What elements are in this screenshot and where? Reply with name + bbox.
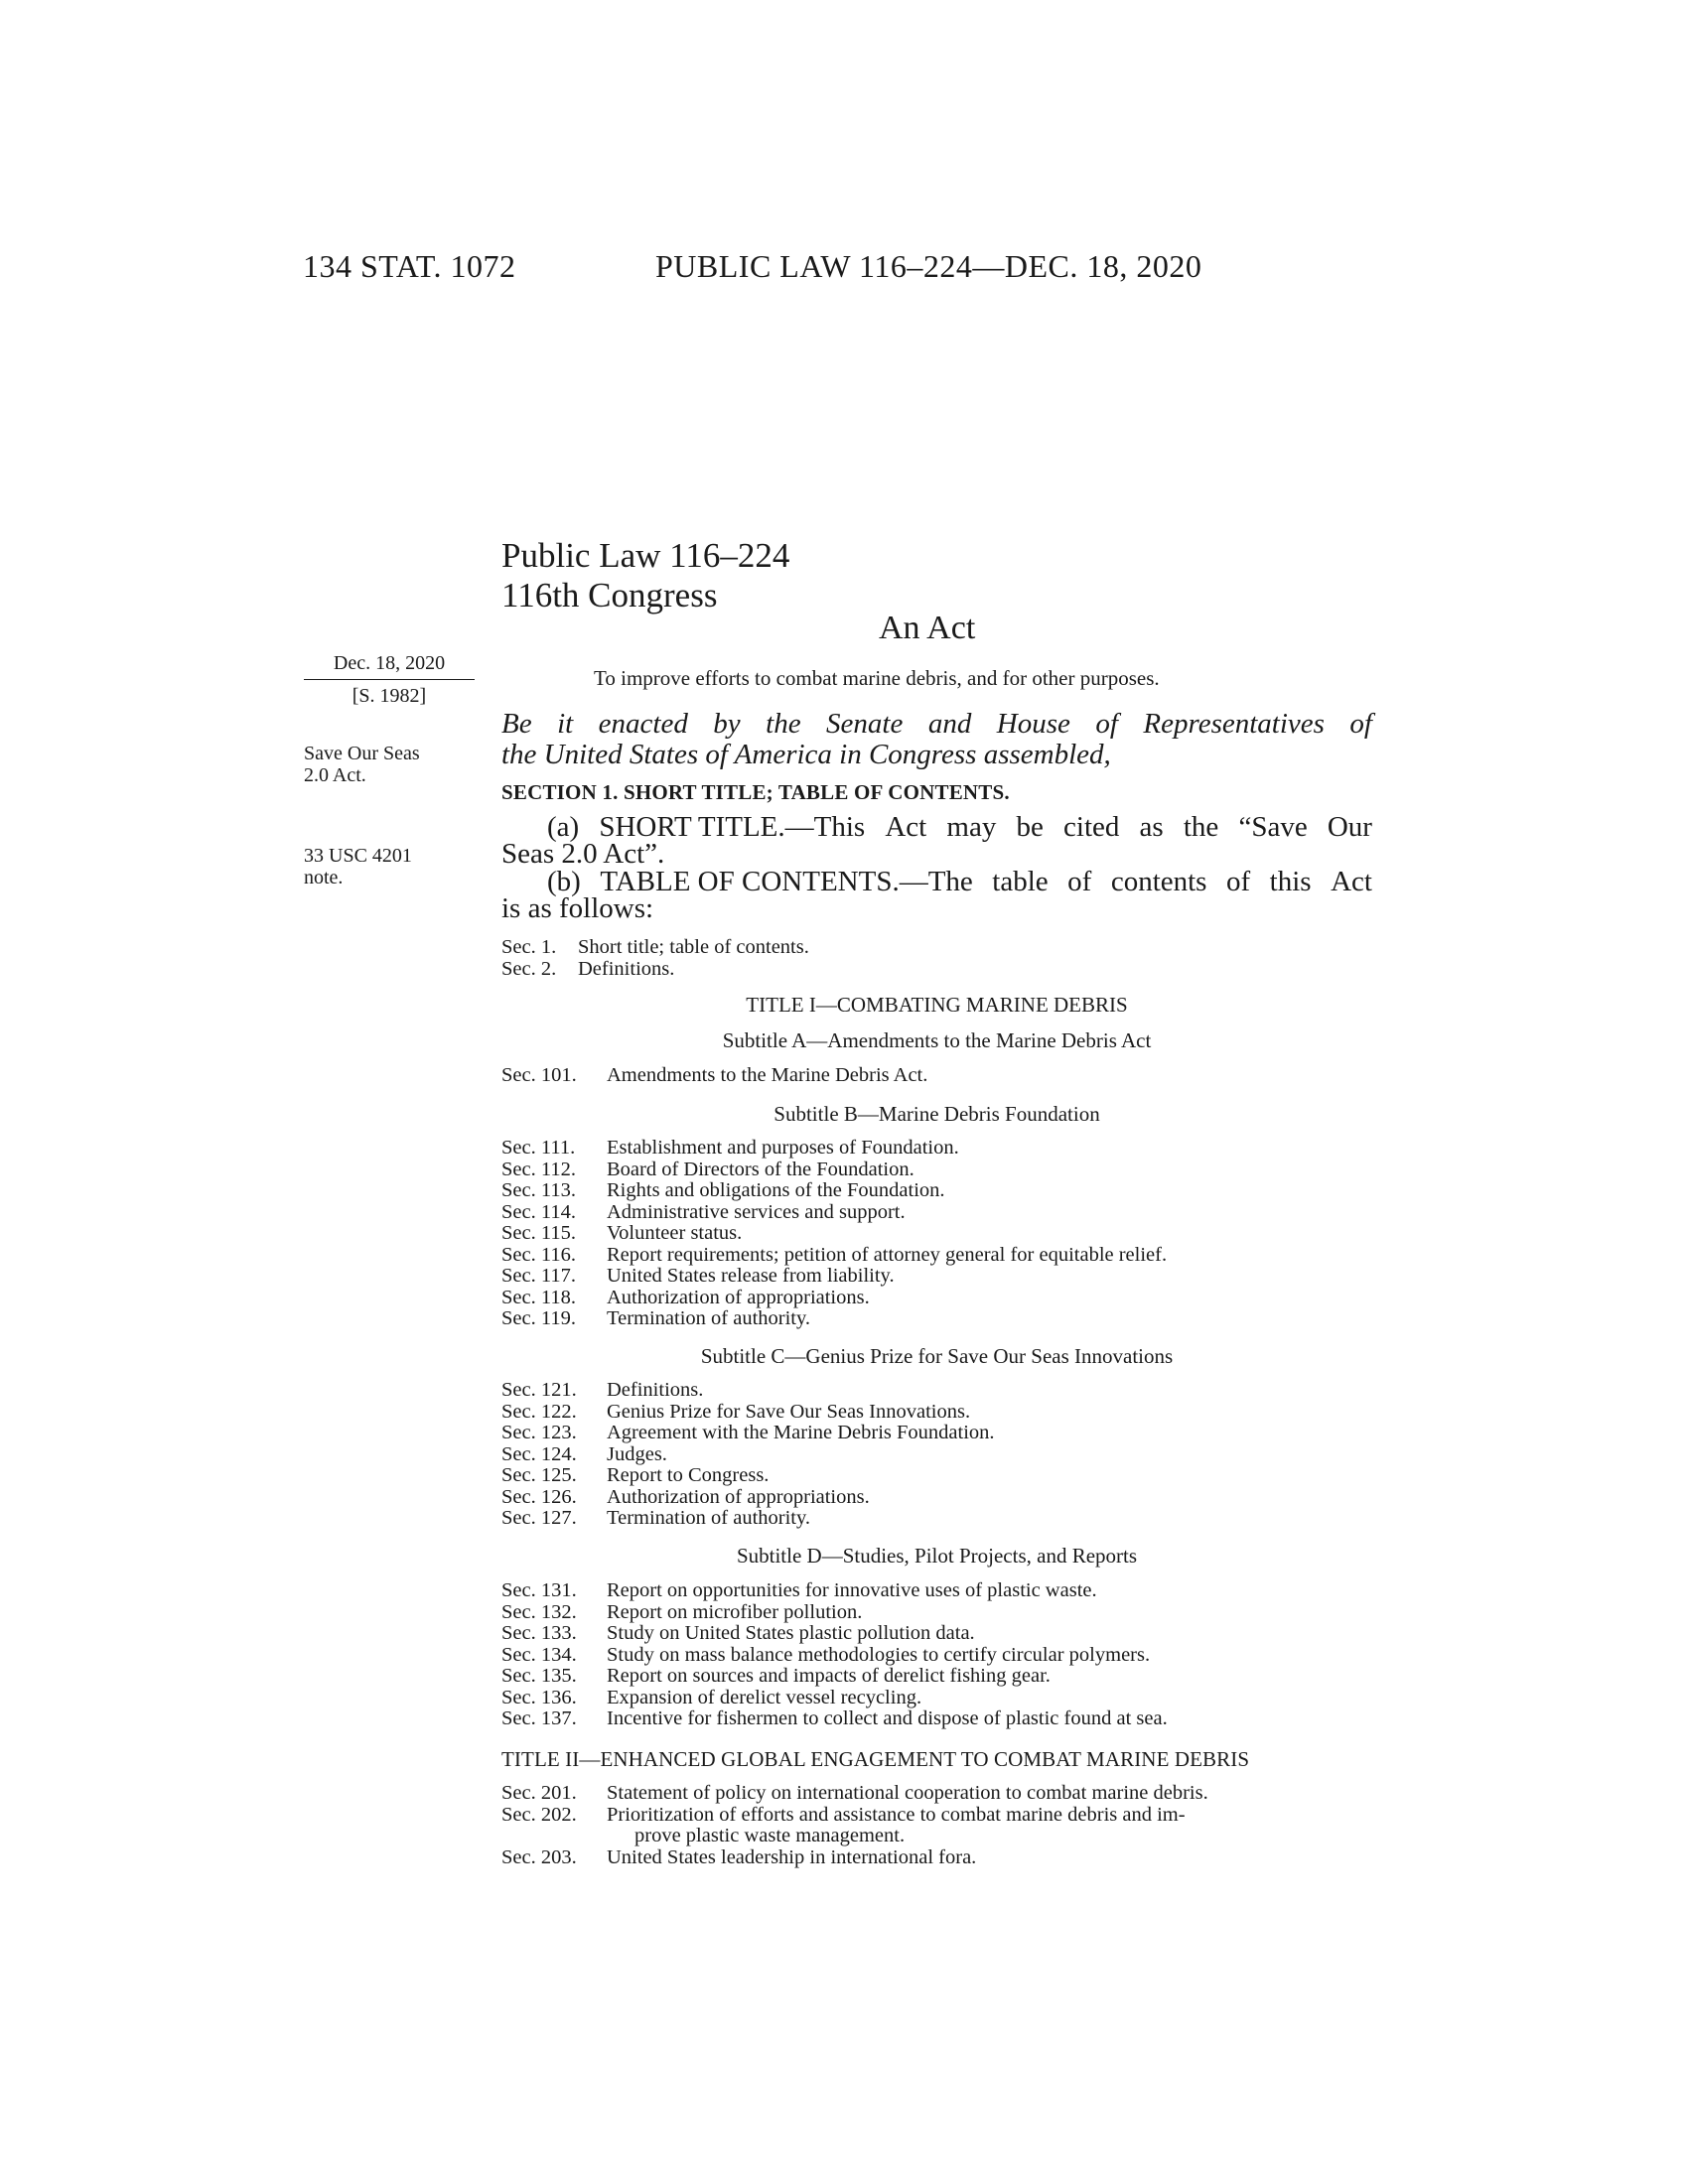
toc-entry	[501, 1805, 1372, 1827]
toc-entry	[501, 1245, 1372, 1267]
margin-bill-number: [S. 1982]	[352, 685, 427, 707]
word: cited	[1063, 811, 1120, 843]
toc-entry-number: Sec. 118.	[501, 1286, 576, 1308]
toc-subtitle-c-list	[501, 1380, 1372, 1530]
toc-entry-number: Sec. 124.	[501, 1442, 577, 1465]
toc-entry-label: Short title; table of contents.	[578, 936, 809, 958]
word: House	[996, 708, 1070, 740]
running-header: PUBLIC LAW 116–224—DEC. 18, 2020	[655, 248, 1202, 284]
margin-note-short-title: Save Our Seas 2.0 Act.	[304, 743, 420, 786]
toc-entry-number: Sec. 117.	[501, 1265, 576, 1287]
toc-entry-label: Administrative services and support.	[607, 1200, 906, 1223]
toc-entry	[501, 1487, 1372, 1509]
toc-entry-number: Sec. 203.	[501, 1845, 577, 1868]
word: Act	[1331, 866, 1372, 897]
toc-entry-label: Agreement with the Marine Debris Foundation.	[607, 1422, 995, 1443]
act-purpose: To improve efforts to combat marine debris, and for other purposes.	[594, 666, 1160, 690]
toc-entry	[501, 1783, 1372, 1805]
law-number: Public Law 116–224	[501, 536, 790, 575]
enacting-clause	[501, 709, 1372, 770]
toc-entry	[501, 1423, 1372, 1444]
congress-number: 116th Congress	[501, 576, 718, 614]
toc-entry-label: Report to Congress.	[607, 1464, 770, 1486]
toc-entry	[501, 1202, 1372, 1224]
toc-entry-label: Board of Directors of the Foundation.	[607, 1158, 914, 1180]
toc-subtitle-a: Subtitle A—Amendments to the Marine Debris Act	[722, 1028, 1152, 1052]
toc-entry-number: Sec. 121.	[501, 1379, 577, 1401]
toc-entry-number: Sec. 133.	[501, 1622, 577, 1644]
toc-entry-label: Report on sources and impacts of derelict fishing gear.	[607, 1665, 1051, 1687]
toc-entry	[501, 1180, 1372, 1202]
word: enacted	[598, 708, 688, 740]
toc-entry	[501, 1623, 1372, 1645]
enacting-clause-line-1	[501, 709, 1372, 740]
toc-entry	[501, 1308, 1372, 1330]
toc-entry-label: Definitions.	[607, 1379, 704, 1401]
paragraph-line-2: Seas 2.0 Act”.	[501, 838, 665, 870]
an-act-heading: An Act	[879, 610, 976, 646]
word: (a)	[547, 811, 580, 843]
toc-entry	[501, 959, 1372, 981]
word: “Save	[1238, 811, 1308, 843]
margin-date: Dec. 18, 2020	[333, 652, 446, 674]
toc-subtitle-b: Subtitle B—Marine Debris Foundation	[774, 1102, 1100, 1126]
toc-entry	[501, 1708, 1372, 1730]
page-stat-reference: 134 STAT. 1072	[303, 248, 516, 284]
toc-entry	[501, 1138, 1372, 1160]
toc-entry-label: Statement of policy on international cooperation to combat marine debris.	[607, 1782, 1208, 1804]
toc-entry	[501, 1602, 1372, 1624]
toc-entry	[501, 1223, 1372, 1245]
word: may	[946, 811, 997, 843]
toc-subtitle-c: Subtitle C—Genius Prize for Save Our Seas Innovations	[700, 1344, 1174, 1368]
toc-entry-label: Rights and obligations of the Foundation.	[607, 1179, 945, 1201]
toc-entry-label: Expansion of derelict vessel recycling.	[607, 1686, 922, 1708]
toc-entry	[501, 1465, 1372, 1487]
toc-entry-label: Study on mass balance methodologies to certify circular polymers.	[607, 1643, 1151, 1666]
toc-entry-number: Sec. 125.	[501, 1464, 577, 1486]
word: it	[557, 708, 574, 740]
word: this	[1269, 866, 1312, 897]
toc-entry-number	[501, 1826, 607, 1847]
paragraph-line-1	[501, 866, 1372, 897]
toc-entry-number: Sec. 135.	[501, 1665, 577, 1687]
toc-entry-label: Genius Prize for Save Our Seas Innovations.	[607, 1400, 971, 1423]
toc-entry-label: Termination of authority.	[607, 1307, 811, 1329]
toc-entry	[501, 1266, 1372, 1288]
word: and	[927, 708, 972, 740]
toc-subtitle-a-list	[501, 1065, 1372, 1087]
margin-note-usc: 33 USC 4201 note.	[304, 845, 412, 888]
toc-entry-label: Judges.	[607, 1442, 667, 1465]
enacting-clause-line-2: the United States of America in Congress assembled,	[501, 739, 1111, 770]
toc-entry-number: Sec. 137.	[501, 1707, 577, 1729]
toc-entry-number: Sec. 119.	[501, 1307, 576, 1329]
toc-entry-number: Sec. 126.	[501, 1485, 577, 1508]
toc-entry-label: Authorization of appropriations.	[607, 1485, 870, 1508]
word: Our	[1327, 811, 1372, 843]
word: of	[1067, 866, 1092, 897]
word: contents	[1110, 866, 1207, 897]
toc-entry-number: Sec. 127.	[501, 1507, 577, 1529]
toc-entry-label: Volunteer status.	[607, 1222, 743, 1244]
toc-entry-number: Sec. 131.	[501, 1579, 577, 1601]
toc-entry-number: Sec. 113.	[501, 1179, 576, 1201]
toc-entry-number: Sec. 132.	[501, 1600, 577, 1623]
toc-entry	[501, 1826, 1372, 1847]
paragraph-table-of-contents	[501, 866, 1372, 924]
toc-entry	[501, 1065, 1372, 1087]
toc-entry-label: Prioritization of efforts and assistance to combat marine debris and im-	[607, 1803, 1186, 1826]
toc-entry-label: Report requirements; petition of attorney general for equitable relief.	[607, 1243, 1168, 1266]
word: of	[1349, 708, 1372, 740]
toc-entry	[501, 937, 1372, 959]
word: table	[992, 866, 1049, 897]
toc-title-2-list	[501, 1783, 1372, 1868]
paragraph-short-title	[501, 811, 1372, 870]
toc-entry-number: Sec. 201.	[501, 1782, 577, 1804]
toc-entry	[501, 1688, 1372, 1709]
toc-entry-number: Sec. 111.	[501, 1137, 576, 1159]
toc-entry	[501, 1847, 1372, 1869]
toc-entry-label: Termination of authority.	[607, 1507, 811, 1529]
toc-entry-number: Sec. 123.	[501, 1422, 577, 1443]
toc-entry	[501, 1508, 1372, 1530]
word: as	[1139, 811, 1164, 843]
word: Representatives	[1143, 708, 1325, 740]
toc-entry-label: Definitions.	[578, 957, 675, 980]
word: of	[1095, 708, 1118, 740]
word: be	[1016, 811, 1044, 843]
toc-entry-label: Incentive for fishermen to collect and dispose of plastic found at sea.	[607, 1707, 1168, 1729]
word: Senate	[826, 708, 904, 740]
toc-entry-number: Sec. 101.	[501, 1064, 577, 1086]
toc-entry	[501, 1580, 1372, 1602]
law-title-block	[501, 536, 789, 615]
toc-intro-list	[501, 937, 1372, 980]
toc-entry	[501, 1160, 1372, 1181]
toc-entry-number: Sec. 115.	[501, 1222, 576, 1244]
paragraph-line-2: is as follows:	[501, 892, 654, 924]
word: of	[1225, 866, 1251, 897]
toc-entry	[501, 1645, 1372, 1667]
word: SHORT TITLE.—This	[599, 811, 866, 843]
toc-entry-label: Authorization of appropriations.	[607, 1286, 870, 1308]
toc-entry-label: Report on microfiber pollution.	[607, 1600, 863, 1623]
word: (b)	[547, 866, 581, 897]
toc-entry	[501, 1288, 1372, 1309]
toc-entry-label: United States release from liability.	[607, 1265, 895, 1287]
toc-entry-number: Sec. 2.	[501, 957, 557, 980]
word: the	[1183, 811, 1219, 843]
toc-entry-number: Sec. 122.	[501, 1400, 577, 1423]
margin-divider	[304, 679, 475, 680]
section-heading: SECTION 1. SHORT TITLE; TABLE OF CONTENTS.	[501, 780, 1010, 804]
toc-entry-number: Sec. 114.	[501, 1200, 576, 1223]
toc-title-1: TITLE I—COMBATING MARINE DEBRIS	[746, 993, 1128, 1017]
word: Act	[885, 811, 927, 843]
toc-entry-label: Study on United States plastic pollution data.	[607, 1622, 975, 1644]
toc-entry-label: Amendments to the Marine Debris Act.	[607, 1064, 928, 1086]
toc-subtitle-d-list	[501, 1580, 1372, 1730]
toc-title-2: TITLE II—ENHANCED GLOBAL ENGAGEMENT TO COMBAT MARINE DEBRIS	[501, 1747, 1250, 1771]
toc-entry-number: Sec. 112.	[501, 1158, 576, 1180]
word: Be	[501, 708, 532, 740]
word: by	[713, 708, 741, 740]
toc-subtitle-d: Subtitle D—Studies, Pilot Projects, and Reports	[736, 1544, 1138, 1568]
toc-subtitle-b-list	[501, 1138, 1372, 1330]
toc-entry	[501, 1666, 1372, 1688]
toc-entry-number: Sec. 134.	[501, 1643, 577, 1666]
toc-entry-number: Sec. 1.	[501, 936, 557, 958]
toc-entry-number: Sec. 116.	[501, 1243, 576, 1266]
toc-entry-label: Report on opportunities for innovative uses of plastic waste.	[607, 1579, 1097, 1601]
paragraph-line-1	[501, 811, 1372, 843]
word: the	[766, 708, 801, 740]
toc-entry-number: Sec. 136.	[501, 1686, 577, 1708]
toc-entry-label: prove plastic waste management.	[634, 1825, 906, 1846]
word: TABLE OF CONTENTS.—The	[600, 866, 973, 897]
toc-entry	[501, 1444, 1372, 1466]
toc-entry-label: Establishment and purposes of Foundation.	[607, 1137, 959, 1159]
toc-entry	[501, 1380, 1372, 1402]
toc-entry-label: United States leadership in international fora.	[607, 1845, 977, 1868]
toc-entry	[501, 1402, 1372, 1424]
toc-entry-number: Sec. 202.	[501, 1803, 577, 1826]
